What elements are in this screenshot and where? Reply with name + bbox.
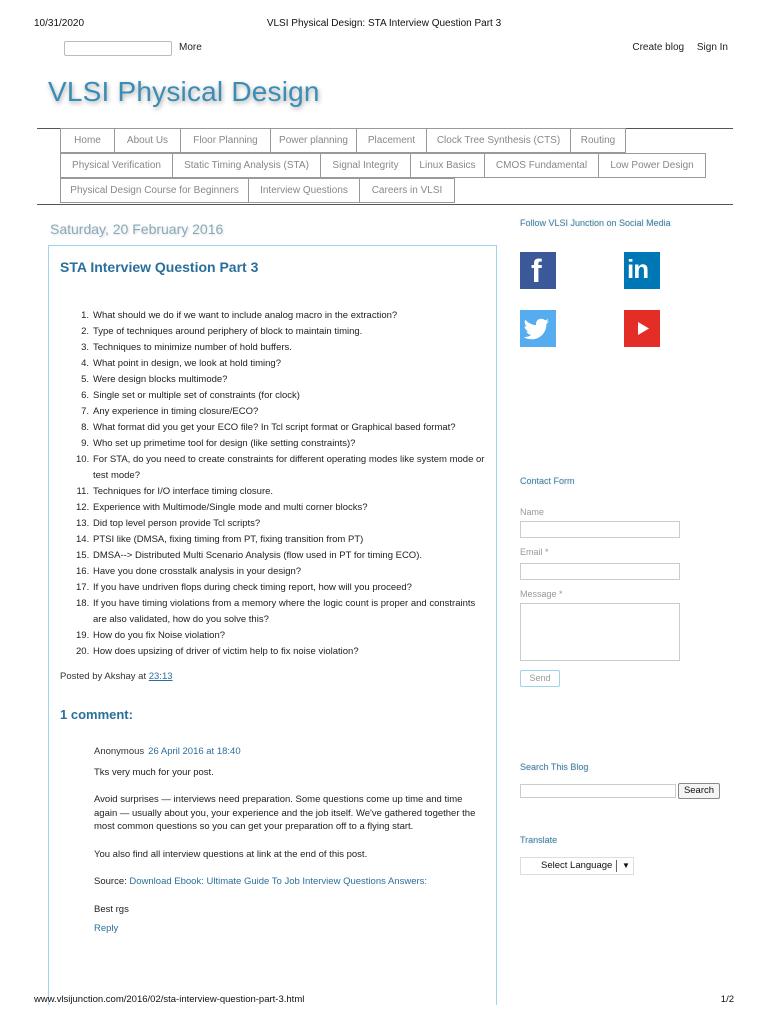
navbar-more-link[interactable]: More [179, 42, 202, 53]
menu-item-routing[interactable]: Routing [570, 128, 626, 153]
menu-row-1 [60, 128, 626, 153]
question-item [76, 324, 488, 340]
question-item [76, 580, 488, 596]
question-item [76, 596, 488, 628]
question-number: 6. [81, 390, 89, 401]
question-number: 1. [81, 310, 89, 321]
question-number: 18. [76, 598, 90, 609]
navbar-search-input[interactable] [64, 41, 172, 56]
name-label: Name [520, 507, 545, 517]
print-header [34, 18, 734, 32]
search-heading: Search This Blog [520, 762, 589, 772]
question-text: Techniques to minimize number of hold buffers. [93, 342, 292, 353]
question-number: 14. [76, 534, 90, 545]
message-field[interactable] [520, 603, 680, 661]
question-item [76, 340, 488, 356]
question-item [76, 372, 488, 388]
menu-item-physical-verification[interactable]: Physical Verification [60, 153, 172, 178]
twitter-icon[interactable] [520, 310, 556, 347]
question-text: Single set or multiple set of constraints (for clock) [93, 390, 300, 401]
question-item [76, 436, 488, 452]
question-number: 15. [76, 550, 90, 561]
question-list [76, 308, 488, 660]
question-item [76, 564, 488, 580]
translate-heading: Translate [520, 835, 558, 845]
menu-row-2 [60, 153, 706, 178]
question-text: Who set up primetime tool for design (like setting constraints)? [93, 438, 356, 449]
question-text: What point in design, we look at hold timing? [93, 358, 281, 369]
comment-source-prefix: Source: [94, 876, 130, 887]
language-select[interactable] [520, 857, 634, 875]
question-text: PTSI like (DMSA, fixing timing from PT, fixing transition from PT) [93, 534, 364, 545]
question-item [76, 404, 488, 420]
question-text: What should we do if we want to include analog macro in the extraction? [93, 310, 398, 321]
question-number: 3. [81, 342, 89, 353]
search-input[interactable] [520, 784, 676, 798]
question-text: For STA, do you need to create constraints for different operating modes like system mode or test mode? [93, 454, 485, 481]
menu-item-about-us[interactable]: About Us [114, 128, 180, 153]
question-text: What format did you get your ECO file? In Tcl script format or Graphical based format? [93, 422, 456, 433]
message-label: Message * [520, 589, 563, 599]
dropdown-arrow-icon: ▼ [622, 861, 630, 870]
print-page-number: 1/2 [720, 994, 734, 1005]
question-number: 17. [76, 582, 90, 593]
question-text: Experience with Multimode/Single mode and multi corner blocks? [93, 502, 368, 513]
youtube-play-glyph [624, 310, 660, 347]
name-field[interactable] [520, 521, 680, 538]
twitter-bird-glyph [520, 310, 556, 347]
menu-item-cmos-fundamental[interactable]: CMOS Fundamental [484, 153, 598, 178]
question-text: How do you fix Noise violation? [93, 630, 226, 641]
email-field[interactable] [520, 563, 680, 580]
comment [94, 745, 486, 936]
question-item [76, 452, 488, 484]
question-number: 20. [76, 646, 90, 657]
comment-source [94, 875, 486, 889]
question-text: How does upsizing of driver of victim help to fix noise violation? [93, 646, 359, 657]
comment-paragraph: Tks very much for your post. [94, 766, 214, 778]
select-divider [616, 860, 617, 872]
social-heading: Follow VLSI Junction on Social Media [520, 218, 671, 228]
comment-paragraph: Avoid surprises — interviews need preparation. Some questions come up time and time again — usually about you, your experience and the job itself. We've gathered together the most common questions so you can get your preparation off to a flying start. [94, 794, 476, 832]
question-text: DMSA--> Distributed Multi Scenario Analysis (flow used in PT for timing ECO). [93, 550, 423, 561]
blog-title[interactable]: VLSI Physical Design [48, 76, 320, 107]
question-number: 19. [76, 630, 90, 641]
question-text: Any experience in timing closure/ECO? [93, 406, 259, 417]
question-number: 4. [81, 358, 89, 369]
question-number: 7. [81, 406, 89, 417]
post-time-link[interactable]: 23:13 [148, 671, 173, 682]
question-item [76, 516, 488, 532]
comment-paragraph: You also find all interview questions at link at the end of this post. [94, 848, 368, 860]
menu-item-placement[interactable]: Placement [356, 128, 426, 153]
question-text: Were design blocks multimode? [93, 374, 228, 385]
print-title: VLSI Physical Design: STA Interview Question Part 3 [266, 18, 502, 29]
question-item [76, 308, 488, 324]
question-item [76, 532, 488, 548]
post-footer [60, 671, 173, 682]
question-item [76, 644, 488, 660]
comment-signoff: Best rgs [94, 903, 129, 915]
menu-item-cts[interactable]: Clock Tree Synthesis (CTS) [426, 128, 570, 153]
send-button[interactable]: Send [520, 670, 560, 687]
question-number: 8. [81, 422, 89, 433]
linkedin-icon[interactable]: in [624, 252, 660, 289]
question-text: If you have undriven flops during check timing report, how will you proceed? [93, 582, 412, 593]
print-url: www.vlsijunction.com/2016/02/sta-interview-question-part-3.html [34, 994, 305, 1005]
question-text: Type of techniques around periphery of block to maintain timing. [93, 326, 363, 337]
menu-item-signal-integrity[interactable]: Signal Integrity [320, 153, 410, 178]
youtube-icon[interactable] [624, 310, 660, 347]
question-number: 11. [76, 486, 89, 497]
menu-item-pd-course[interactable]: Physical Design Course for Beginners [60, 178, 248, 203]
menu-bottom-rule [37, 204, 733, 205]
question-text: Techniques for I/O interface timing closure. [93, 486, 274, 497]
contact-heading: Contact Form [520, 476, 575, 486]
comment-author: Anonymous [94, 746, 145, 757]
menu-item-low-power-design[interactable]: Low Power Design [598, 153, 706, 178]
menu-row-3 [60, 178, 455, 203]
question-item [76, 500, 488, 516]
comments-heading: 1 comment: [60, 707, 133, 722]
question-text: Have you done crosstalk analysis in your design? [93, 566, 302, 577]
create-blog-link[interactable]: Create blog [632, 42, 685, 53]
question-number: 16. [76, 566, 90, 577]
print-date: 10/31/2020 [34, 18, 85, 29]
question-item [76, 628, 488, 644]
menu-item-linux-basics[interactable]: Linux Basics [410, 153, 484, 178]
menu-item-home[interactable]: Home [60, 128, 114, 153]
question-number: 10. [76, 454, 90, 465]
facebook-icon[interactable]: f [520, 252, 556, 289]
question-number: 13. [76, 518, 90, 529]
question-item [76, 484, 488, 500]
menu-item-interview-questions[interactable]: Interview Questions [248, 178, 359, 203]
menu-item-sta[interactable]: Static Timing Analysis (STA) [172, 153, 320, 178]
menu-item-floor-planning[interactable]: Floor Planning [180, 128, 270, 153]
language-select-label: Select Language [541, 860, 613, 871]
navbar-right [622, 42, 728, 53]
post-date: Saturday, 20 February 2016 [50, 221, 224, 237]
question-number: 2. [81, 326, 89, 337]
question-item [76, 388, 488, 404]
question-text: Did top level person provide Tcl scripts? [93, 518, 261, 529]
menu-item-power-planning[interactable]: Power planning [270, 128, 356, 153]
question-text: If you have timing violations from a memory where the logic count is proper and constraints are also validated, how do you solve this? [93, 598, 476, 625]
reply-link[interactable]: Reply [94, 923, 119, 934]
comment-source-link[interactable]: Download Ebook: Ultimate Guide To Job Interview Questions Answers: [129, 876, 428, 887]
question-number: 9. [81, 438, 89, 449]
comment-date-link[interactable]: 26 April 2016 at 18:40 [148, 746, 241, 757]
question-number: 12. [76, 502, 90, 513]
question-item [76, 420, 488, 436]
question-number: 5. [81, 374, 89, 385]
menu-item-careers[interactable]: Careers in VLSI [359, 178, 455, 203]
post-title[interactable]: STA Interview Question Part 3 [60, 259, 259, 275]
posted-by-text: Posted by Akshay at [60, 671, 149, 682]
email-label: Email * [520, 547, 549, 557]
sign-in-link[interactable]: Sign In [696, 42, 728, 53]
search-button[interactable]: Search [678, 783, 720, 799]
question-item [76, 548, 488, 564]
question-item [76, 356, 488, 372]
